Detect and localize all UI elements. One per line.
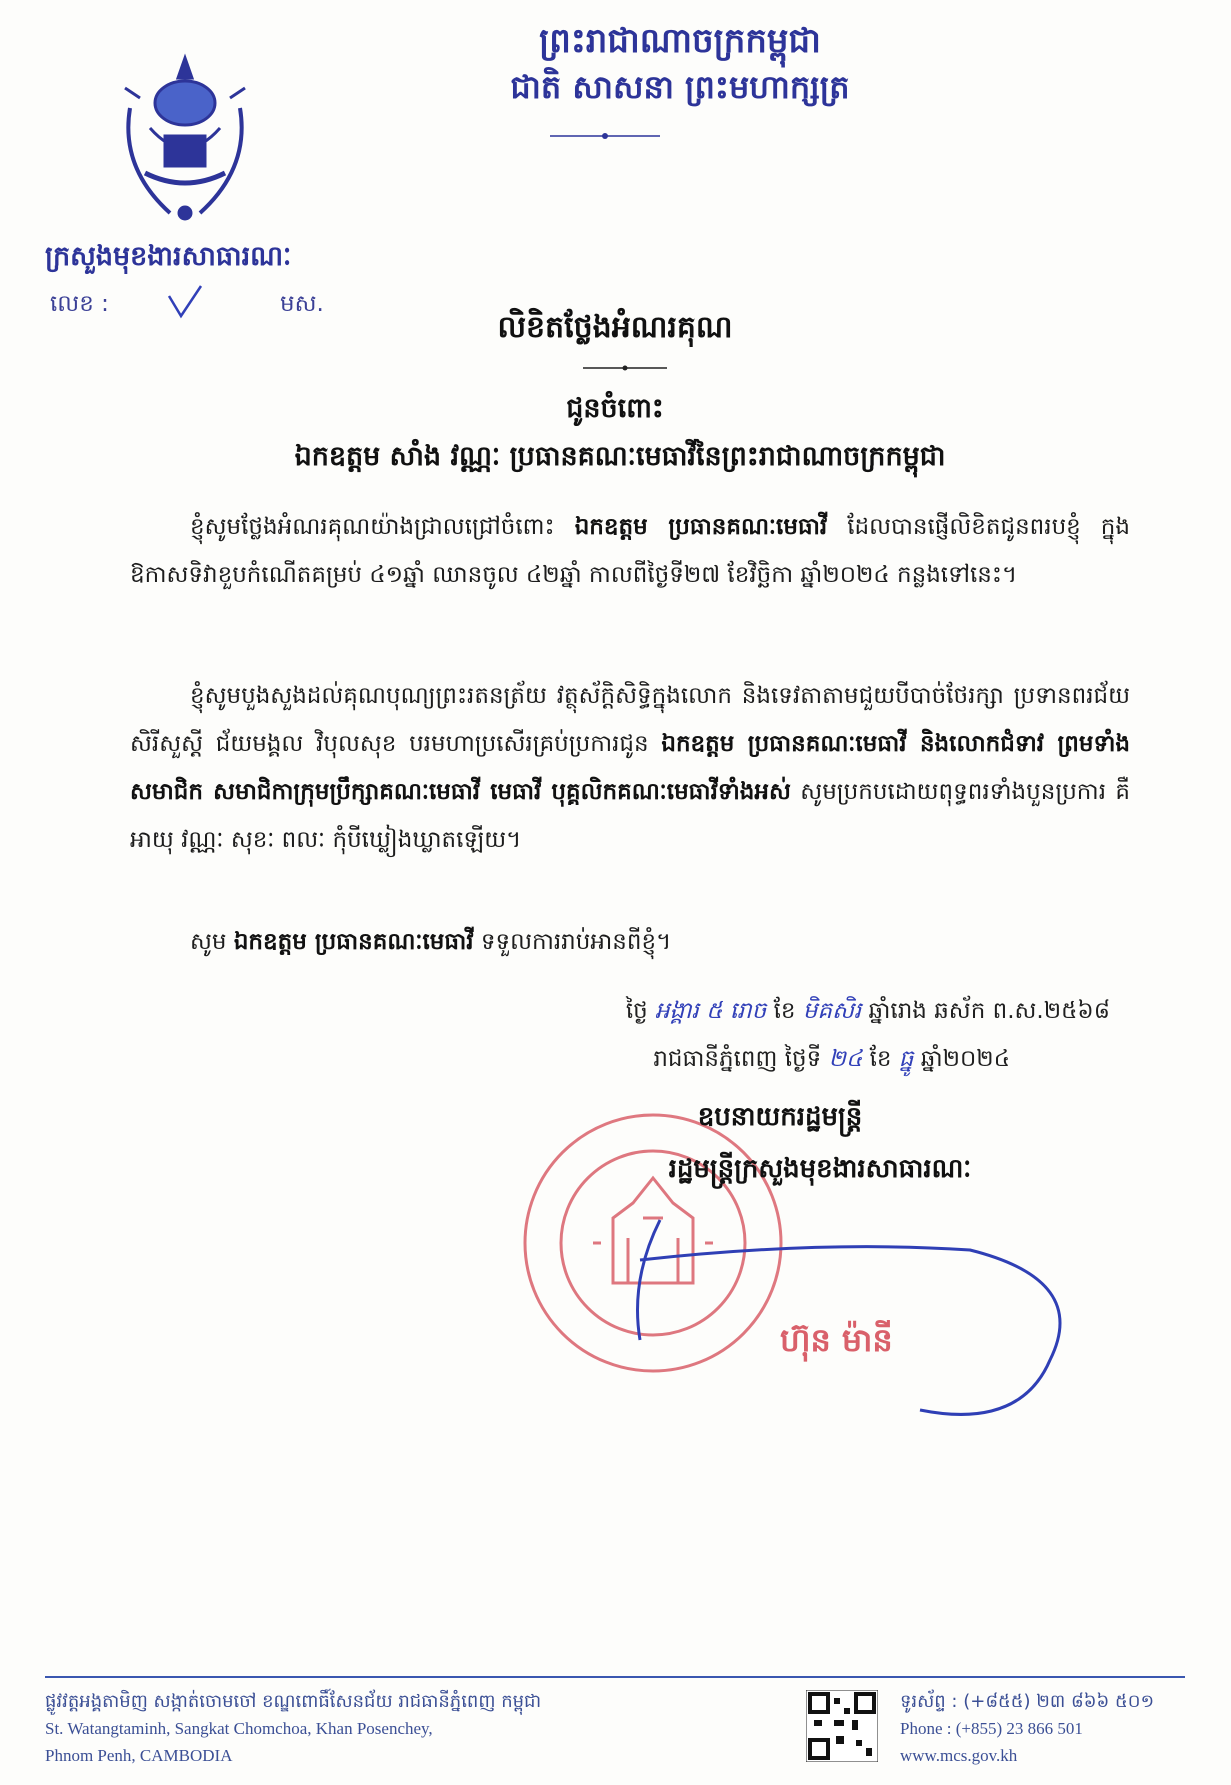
lunar-month-label: ខែ bbox=[773, 998, 796, 1024]
solar-month-label: ខែ bbox=[869, 1046, 892, 1072]
qr-code-icon bbox=[806, 1690, 878, 1762]
lunar-year: ឆ្នាំរោង ឆស័ក ព.ស.២៥៦៨ bbox=[868, 998, 1110, 1024]
solar-date-line bbox=[430, 1045, 1010, 1078]
address-english-line1: St. Watangtaminh, Sangkat Chomchoa, Khan Posenchey, bbox=[45, 1719, 433, 1738]
address-khmer: ផ្លូវវត្តអង្គតាមិញ សង្កាត់ចោមចៅ ខណ្ឌពោធិ៍សែនជ័យ រាជធានីភ្នំពេញ កម្ពុជា bbox=[45, 1691, 542, 1712]
signatory-name: ហ៊ុន ម៉ានី bbox=[780, 1321, 893, 1359]
footer-address bbox=[45, 1688, 665, 1769]
paragraph-3-bold: ឯកឧត្តម ប្រធានគណៈមេធាវី bbox=[233, 929, 474, 955]
paragraph-2-bold: ឯកឧត្តម ប្រធានគណៈមេធាវី និងលោកជំទាវ ព្រមទាំងសមាជិក សមាជិកាក្រុមប្រឹក្សាគណៈមេធាវី មេធាវី បុគ្គលិកគណៈមេធាវីទាំងអស់ bbox=[130, 731, 1131, 805]
paragraph-2-text-end: សូមប្រកបដោយពុទ្ធពរទាំងបួនប្រការ គឺ អាយុ វណ្ណៈ សុខៈ ពលៈ កុំបីឃ្លៀងឃ្លាតឡើយ។ bbox=[130, 779, 1130, 853]
reference-number-label: លេខ : bbox=[50, 291, 109, 317]
title-ornament bbox=[583, 364, 667, 372]
phone-khmer: ទូរស័ព្ទ : (+៨៥៥) ២៣ ៨៦៦ ៥០១ bbox=[900, 1691, 1155, 1712]
ministry-name: ក្រសួងមុខងារសាធារណៈ bbox=[45, 241, 292, 272]
paragraph-2 bbox=[130, 672, 1130, 864]
solar-date-prefix: រាជធានីភ្នំពេញ ថ្ងៃទី bbox=[653, 1046, 822, 1072]
paragraph-2-text: ខ្ញុំសូមបួងសួងដល់គុណបុណ្យព្រះរតនត្រ័យ វត្ថុស័ក្តិសិទ្ធិក្នុងលោក និងទេវតាតាមជួយបីបាច់ថែរក្សា ប្រទានពរជ័យ សិរីសួស្តី ជ័យមង្គល វិបុលសុខ បរមហាប្រសើរគ្រប់ប្រការជូន bbox=[130, 683, 1130, 757]
paragraph-3-text-end: ទទួលការរាប់អានពីខ្ញុំ។ bbox=[480, 929, 672, 955]
solar-day-handwritten: ២៤ bbox=[828, 1046, 863, 1072]
header-ornament bbox=[550, 132, 660, 140]
website-link[interactable]: www.mcs.gov.kh bbox=[900, 1746, 1018, 1765]
solar-month-handwritten: ធ្នូ bbox=[898, 1046, 914, 1072]
paragraph-3-text: សូម bbox=[190, 929, 227, 955]
checkmark-icon bbox=[165, 282, 205, 322]
kingdom-line1: ព្រះរាជាណាចក្រកម្ពុជា bbox=[539, 21, 821, 61]
lunar-month-handwritten: មិគសិរ bbox=[802, 998, 862, 1024]
lunar-date-prefix: ថ្ងៃ bbox=[625, 998, 648, 1024]
recipient-line: ឯកឧត្តម សាំង វណ្ណៈ ប្រធានគណៈមេធាវីនៃព្រះរាជាណាចក្រកម្ពុជា bbox=[294, 441, 946, 472]
kingdom-heading bbox=[380, 18, 980, 110]
phone-english: Phone : (+855) 23 866 501 bbox=[900, 1719, 1083, 1738]
paragraph-1-text-end: ដែលបានផ្ញើលិខិតជូនពរបខ្ញុំ ក្នុងឱកាសទិវាខួបកំណើតគម្រប់ ៤១ឆ្នាំ ឈានចូល ៤២ឆ្នាំ កាលពីថ្ងៃទី២៧ ខែវិច្ឆិកា ឆ្នាំ២០២៤ កន្លងទៅនេះ។ bbox=[130, 514, 1131, 588]
footer-divider bbox=[45, 1676, 1185, 1678]
signatory-title-1: ឧបនាយករដ្ឋមន្ត្រី bbox=[697, 1102, 863, 1132]
reference-suffix: មស. bbox=[280, 291, 324, 317]
paragraph-1 bbox=[130, 503, 1130, 599]
paragraph-1-bold: ឯកឧត្តម ប្រធានគណៈមេធាវី bbox=[574, 514, 828, 540]
kingdom-line2: ជាតិ សាសនា ព្រះមហាក្សត្រ bbox=[510, 68, 850, 106]
addressee-label: ជូនចំពោះ bbox=[566, 393, 664, 424]
document-title: លិខិតថ្លែងអំណរគុណ bbox=[497, 310, 733, 345]
royal-emblem-icon bbox=[110, 48, 260, 226]
paragraph-3 bbox=[130, 918, 1130, 966]
signatory-title-2: រដ្ឋមន្ត្រីក្រសួងមុខងារសាធារណៈ bbox=[668, 1154, 972, 1184]
solar-year: ឆ្នាំ២០២៤ bbox=[920, 1046, 1010, 1072]
address-english-line2: Phnom Penh, CAMBODIA bbox=[45, 1746, 233, 1765]
lunar-date-line bbox=[430, 997, 1110, 1030]
paragraph-1-text: ខ្ញុំសូមថ្លែងអំណរគុណយ៉ាងជ្រាលជ្រៅចំពោះ bbox=[190, 514, 555, 540]
lunar-day-handwritten: អង្គារ ៥ រោច bbox=[655, 998, 767, 1024]
footer-contact bbox=[900, 1688, 1200, 1769]
